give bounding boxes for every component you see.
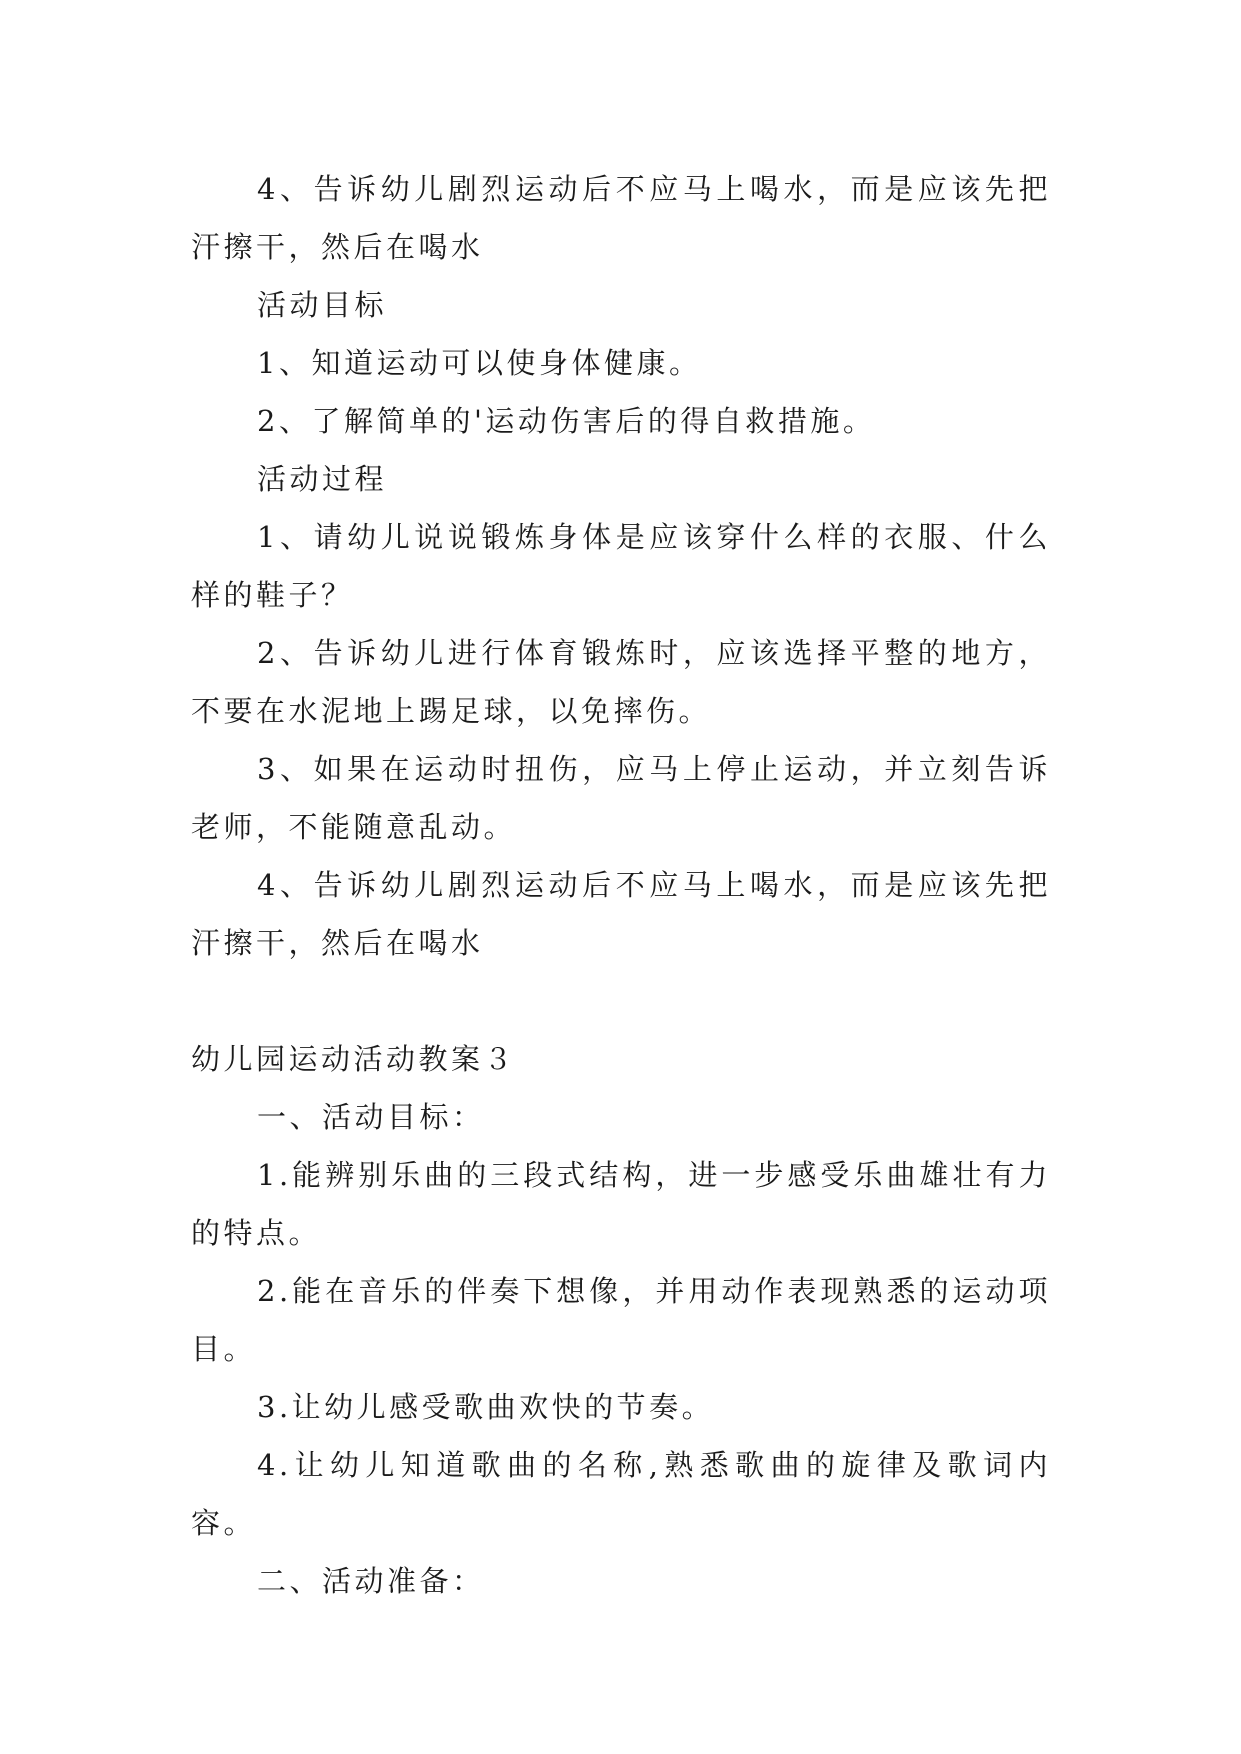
paragraph-13: 1.能辨别乐曲的三段式结构，进一步感受乐曲雄壮有力的特点。 bbox=[191, 1158, 1051, 1250]
paragraph-9: 4、告诉幼儿剧烈运动后不应马上喝水，而是应该先把汗擦干，然后在喝水 bbox=[191, 868, 1051, 960]
paragraph-spacer bbox=[191, 972, 1051, 1030]
section-heading-activity-goals: 活动目标 bbox=[257, 288, 388, 322]
paragraph-14: 2.能在音乐的伴奏下想像，并用动作表现熟悉的运动项目。 bbox=[191, 1274, 1051, 1366]
paragraph-8: 3、如果在运动时扭伤，应马上停止运动，并立刻告诉老师，不能随意乱动。 bbox=[191, 752, 1051, 844]
paragraph-16: 4.让幼儿知道歌曲的名称,熟悉歌曲的旋律及歌词内容。 bbox=[191, 1448, 1051, 1540]
paragraph-4: 2、了解简单的'运动伤害后的得自救措施。 bbox=[257, 404, 876, 438]
section-heading-activity-process: 活动过程 bbox=[257, 462, 388, 496]
paragraph-12: 一、活动目标： bbox=[257, 1100, 485, 1134]
paragraph-6: 1、请幼儿说说锻炼身体是应该穿什么样的衣服、什么样的鞋子？ bbox=[191, 520, 1051, 612]
paragraph-15: 3.让幼儿感受歌曲欢快的节奏。 bbox=[257, 1390, 715, 1424]
paragraph-7: 2、告诉幼儿进行体育锻炼时，应该选择平整的地方，不要在水泥地上踢足球，以免摔伤。 bbox=[191, 636, 1051, 728]
section-title-lesson-3: 幼儿园运动活动教案３ bbox=[191, 1042, 517, 1076]
document-body bbox=[191, 160, 1051, 1610]
paragraph-1: 4、告诉幼儿剧烈运动后不应马上喝水，而是应该先把汗擦干，然后在喝水 bbox=[191, 172, 1051, 264]
paragraph-17: 二、活动准备： bbox=[257, 1564, 485, 1598]
paragraph-3: 1、知道运动可以使身体健康。 bbox=[257, 346, 702, 380]
